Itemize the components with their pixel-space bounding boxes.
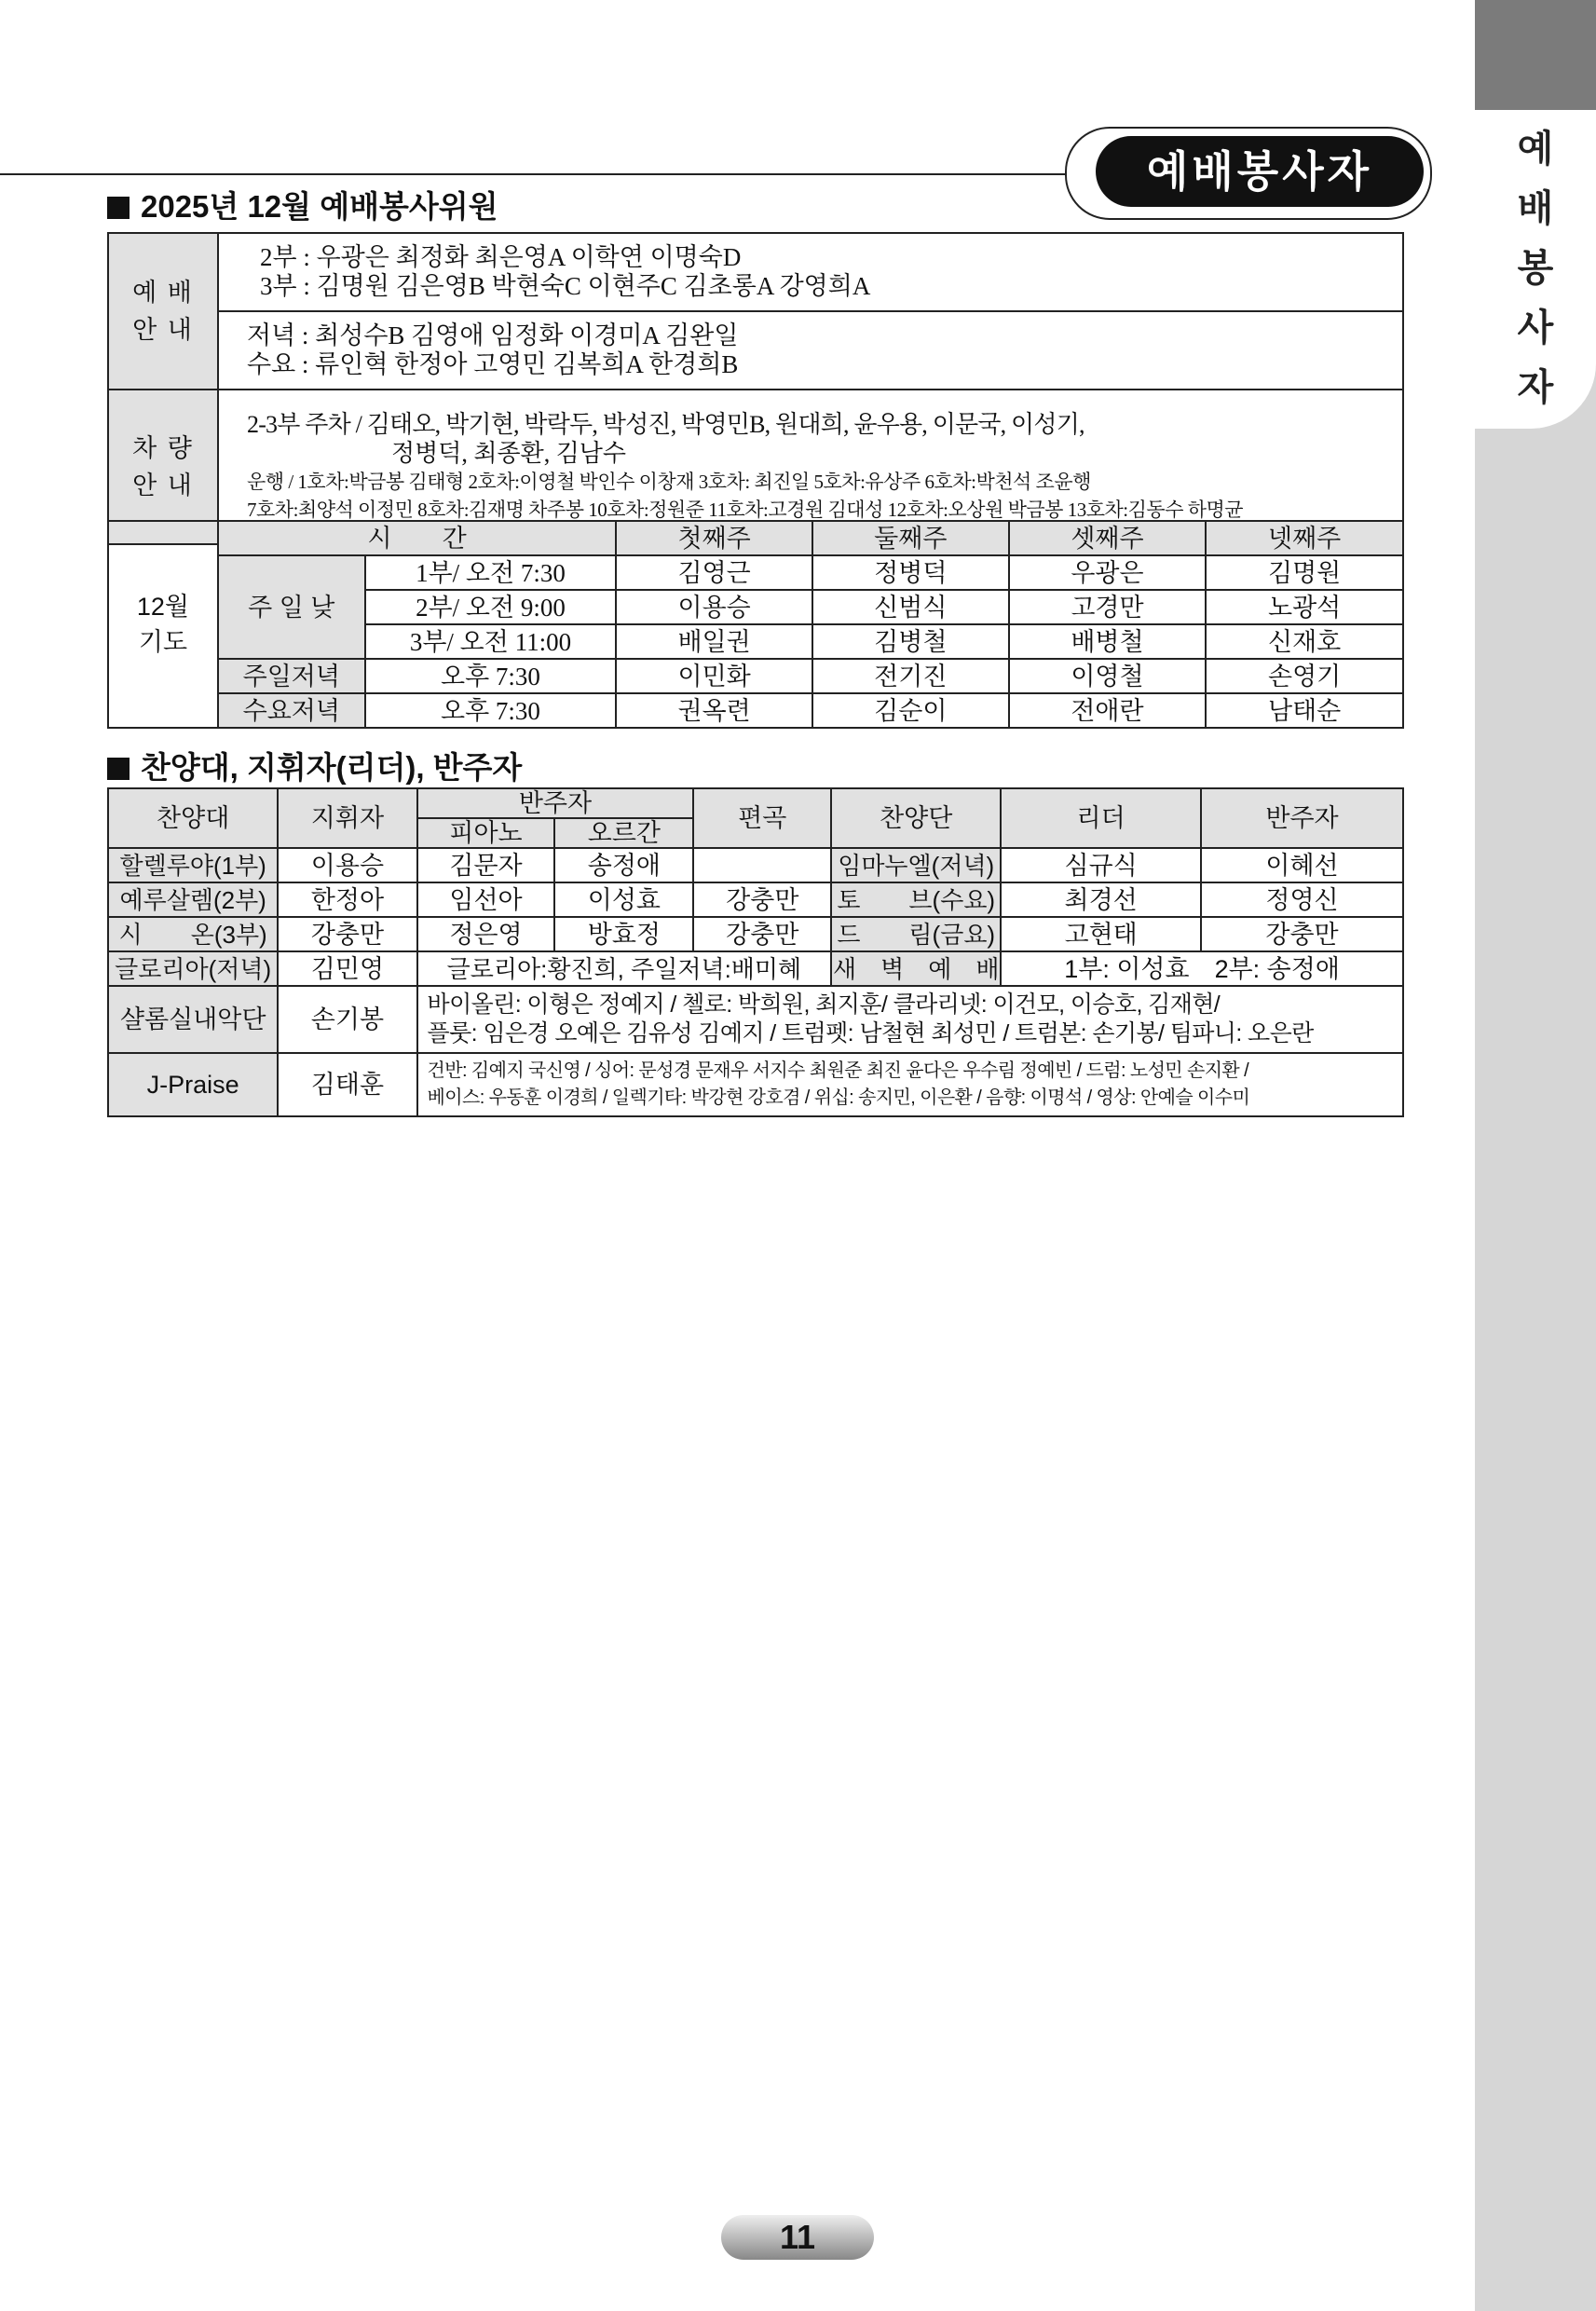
service-time: 1부/ 오전 7:30	[365, 555, 617, 590]
worship-morning-cell	[218, 233, 1403, 311]
worship-line-wed: 수요 : 류인혁 한정아 고영민 김복희A 한경희B	[247, 350, 739, 378]
organ-name: 송정애	[554, 848, 693, 882]
side-tab-char: 사	[1517, 307, 1554, 349]
piano-name: 정은영	[417, 917, 555, 951]
prayer-name: 전애란	[1009, 693, 1207, 728]
label-december-prayer: 12월 기도	[108, 521, 218, 728]
prayer-name: 정병덕	[812, 555, 1009, 590]
worship-line-3bu: 3부 : 김명원 김은영B 박현숙C 이현주C 김초롱A 강영희A	[260, 272, 871, 300]
conductor-name: 강충만	[278, 917, 416, 951]
organ-name: 방효정	[554, 917, 693, 951]
worship-evening-cell	[218, 311, 1403, 390]
leader-name: 심규식	[1001, 848, 1201, 882]
side-tab-char: 자	[1517, 366, 1554, 409]
side-tab-char: 배	[1517, 187, 1554, 230]
prayer-name: 우광은	[1009, 555, 1207, 590]
gloria-accompany: 글로리아:황진희, 주일저녁:배미혜	[417, 951, 832, 986]
conductor-name: 김민영	[278, 951, 416, 986]
page-title: 예배봉사자	[1096, 136, 1424, 207]
prayer-name: 이용승	[616, 590, 812, 624]
prayer-name: 신재호	[1206, 624, 1403, 659]
prayer-name: 이민화	[616, 659, 812, 693]
header-praise-team: 찬양단	[831, 788, 1001, 848]
worship-line-2bu: 2부 : 우광은 최정화 최은영A 이학연 이명숙D	[260, 243, 742, 271]
label-sunday-day: 주 일 낮	[218, 555, 365, 659]
header-conductor: 지휘자	[278, 788, 416, 848]
piano-name: 임선아	[417, 882, 555, 917]
prayer-name: 김병철	[812, 624, 1009, 659]
service-time: 2부/ 오전 9:00	[365, 590, 617, 624]
operation-line-1: 운행 / 1호차:박금봉 김태형 2호차:이영철 박인수 이창재 3호차: 최진일 5호차:유상주 6호차:박천석 조윤행	[247, 471, 1091, 493]
choir-name: 시 온(3부)	[108, 917, 278, 951]
header-arrangement: 편곡	[693, 788, 831, 848]
parking-line-1: 2-3부 주차 / 김태오, 박기현, 박락두, 박성진, 박영민B, 원대희, 윤우용, 이문국, 이성기,	[247, 411, 1084, 438]
header-choir: 찬양대	[108, 788, 278, 848]
square-bullet-icon	[107, 197, 130, 219]
prayer-name: 김영근	[616, 555, 812, 590]
orchestra-name: 샬롬실내악단	[108, 986, 278, 1053]
accompanist-name: 정영신	[1201, 882, 1403, 917]
week-header: 첫째주	[616, 521, 812, 555]
label-worship-guide: 예 배 안 내	[108, 233, 218, 390]
week-header: 둘째주	[812, 521, 1009, 555]
week-header: 셋째주	[1009, 521, 1207, 555]
prayer-name: 김명원	[1206, 555, 1403, 590]
choir-table	[107, 787, 1404, 1117]
prayer-name: 고경만	[1009, 590, 1207, 624]
prayer-name: 남태순	[1206, 693, 1403, 728]
accompanist-name: 이혜선	[1201, 848, 1403, 882]
dawn-service-label: 새 벽 예 배	[831, 951, 1001, 986]
header-rule	[0, 173, 1071, 175]
service-time: 오후 7:30	[365, 693, 617, 728]
prayer-name: 배일권	[616, 624, 812, 659]
organ-name: 이성효	[554, 882, 693, 917]
piano-name: 김문자	[417, 848, 555, 882]
praise-team-name: 토 브(수요)	[831, 882, 1001, 917]
orchestra-line-1: 바이올린: 이형은 정예지 / 첼로: 박희원, 최지훈/ 클라리넷: 이건모, 이승호, 김재현/	[427, 991, 1221, 1018]
header-leader: 리더	[1001, 788, 1201, 848]
prayer-table	[107, 520, 1404, 729]
dawn-service-accompanists: 1부: 이성효 2부: 송정애	[1001, 951, 1403, 986]
page-number: 11	[721, 2215, 874, 2260]
side-tab-char: 봉	[1517, 247, 1554, 290]
label-sunday-evening: 주일저녁	[218, 659, 365, 693]
operation-line-2: 7호차:최양석 이정민 8호차:김재명 차주봉 10호차:정원준 11호차:고경원 김대성 12호차:오상원 박금봉 13호차:김동수 하명균	[247, 499, 1244, 521]
praise-team-name: 임마누엘(저녁)	[831, 848, 1001, 882]
section-heading-worship-servers	[107, 183, 498, 226]
leader-name: 최경선	[1001, 882, 1201, 917]
prayer-name: 전기진	[812, 659, 1009, 693]
service-time: 3부/ 오전 11:00	[365, 624, 617, 659]
jpraise-members	[417, 1053, 1403, 1116]
header-piano: 피아노	[417, 818, 555, 848]
orchestra-line-2: 플룻: 임은경 오예은 김유성 김예지 / 트럼펫: 남철현 최성민 / 트럼본: 손기봉/ 팀파니: 오은란	[427, 1020, 1314, 1046]
jpraise-name: J-Praise	[108, 1053, 278, 1116]
header-accompanist-2: 반주자	[1201, 788, 1403, 848]
header-accompanist: 반주자	[417, 788, 694, 818]
worship-line-evening: 저녁 : 최성수B 김영애 임정화 이경미A 김완일	[247, 321, 739, 349]
orchestra-members	[417, 986, 1403, 1053]
label-vehicle-guide: 차 량 안 내	[108, 390, 218, 544]
choir-name: 예루살렘(2부)	[108, 882, 278, 917]
side-tab-char: 예	[1517, 128, 1554, 171]
conductor-name: 이용승	[278, 848, 416, 882]
prayer-name: 이영철	[1009, 659, 1207, 693]
section-heading-text: 찬양대, 지휘자(리더), 반주자	[141, 750, 523, 785]
worship-servers-table	[107, 232, 1404, 545]
section-heading-text: 2025년 12월 예배봉사위원	[141, 189, 498, 224]
prayer-name: 노광석	[1206, 590, 1403, 624]
conductor-name: 손기봉	[278, 986, 416, 1053]
square-bullet-icon	[107, 758, 130, 780]
time-header: 시 간	[218, 521, 616, 555]
arranger-name: 강충만	[693, 882, 831, 917]
conductor-name: 한정아	[278, 882, 416, 917]
header-organ: 오르간	[554, 818, 693, 848]
prayer-name: 권옥련	[616, 693, 812, 728]
leader-name: 고현태	[1001, 917, 1201, 951]
side-tab-dark	[1475, 0, 1596, 110]
choir-name: 글로리아(저녁)	[108, 951, 278, 986]
praise-team-name: 드 림(금요)	[831, 917, 1001, 951]
parking-line-2: 정병덕, 최종환, 김남수	[391, 440, 627, 467]
label-wednesday-evening: 수요저녁	[218, 693, 365, 728]
jpraise-line-1: 건반: 김예지 국신영 / 싱어: 문성경 문재우 서지수 최원준 최진 윤다은 우수림 정예빈 / 드럼: 노성민 손지환 /	[427, 1060, 1249, 1081]
prayer-name: 신범식	[812, 590, 1009, 624]
week-header: 넷째주	[1206, 521, 1403, 555]
prayer-name: 배병철	[1009, 624, 1207, 659]
jpraise-line-2: 베이스: 우동훈 이경희 / 일렉기타: 박강현 강호겸 / 위십: 송지민, 이은환 / 음향: 이명석 / 영상: 안예슬 이수미	[427, 1087, 1250, 1108]
accompanist-name: 강충만	[1201, 917, 1403, 951]
conductor-name: 김태훈	[278, 1053, 416, 1116]
prayer-name: 손영기	[1206, 659, 1403, 693]
choir-name: 할렐루야(1부)	[108, 848, 278, 882]
section-heading-choirs	[107, 744, 522, 787]
service-time: 오후 7:30	[365, 659, 617, 693]
arranger-name: 강충만	[693, 917, 831, 951]
prayer-name: 김순이	[812, 693, 1009, 728]
arranger-name	[693, 848, 831, 882]
